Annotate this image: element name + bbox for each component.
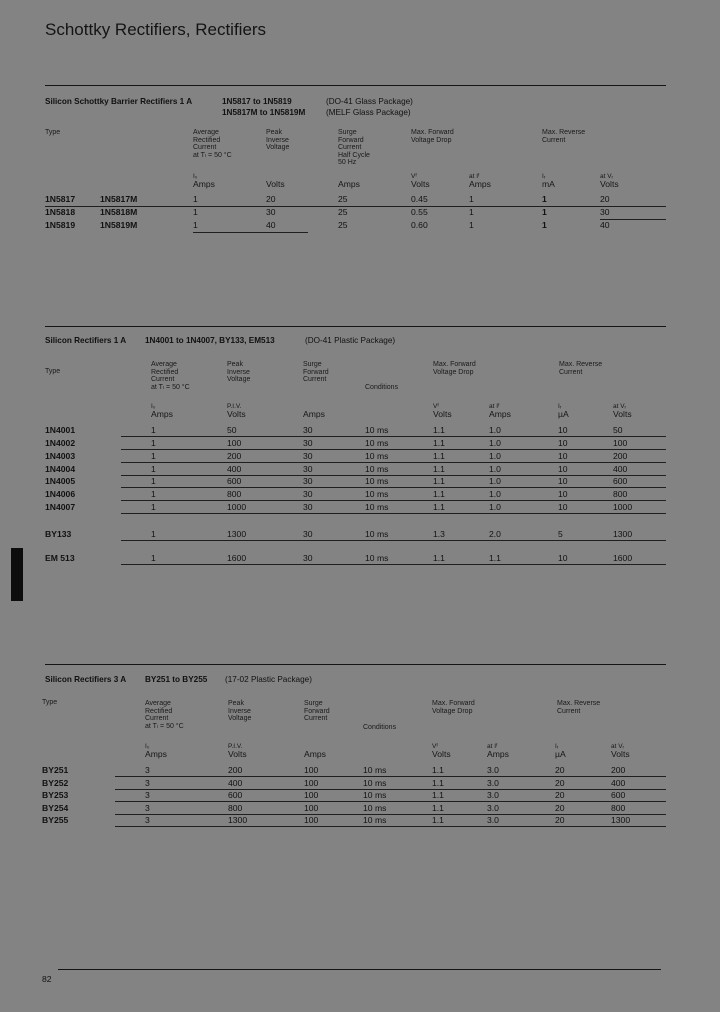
cell-vf: 1.1 bbox=[432, 803, 444, 813]
cell-type: 1N4007 bbox=[45, 502, 76, 512]
cell-if: 1 bbox=[469, 220, 474, 230]
cell-type: BY254 bbox=[42, 803, 69, 813]
cell-if: 1 bbox=[469, 194, 474, 204]
cell-type: 1N4002 bbox=[45, 438, 76, 448]
cell-ir: 20 bbox=[555, 803, 565, 813]
cell-vr: 1600 bbox=[613, 553, 633, 563]
cell-if: 3.0 bbox=[487, 803, 499, 813]
cell-surge: 30 bbox=[303, 425, 313, 435]
cell-if: 3.0 bbox=[487, 765, 499, 775]
section-1-rule bbox=[45, 85, 666, 86]
unit-vf: Vᶠ Volts bbox=[411, 173, 430, 189]
unit-vr: at Vᵣ Volts bbox=[613, 403, 632, 419]
unit-avg: I₀ Amps bbox=[193, 173, 215, 189]
cell-if: 1.0 bbox=[489, 425, 501, 435]
cell-surge: 25 bbox=[338, 220, 348, 230]
cell-surge: 30 bbox=[303, 553, 313, 563]
section-package: (DO-41 Plastic Package) bbox=[305, 336, 396, 345]
cell-surge: 30 bbox=[303, 529, 313, 539]
cell-if: 1.0 bbox=[489, 464, 501, 474]
unit-if: at Iᶠ Amps bbox=[469, 173, 491, 189]
unit-ir: Iᵣ µA bbox=[558, 403, 569, 419]
cell-if: 2.0 bbox=[489, 529, 501, 539]
cell-surge: 30 bbox=[303, 502, 313, 512]
header-peak-voltage: Peak Inverse Voltage bbox=[266, 129, 290, 152]
unit-ir: Iᵣ µA bbox=[555, 743, 566, 759]
cell-peak: 1300 bbox=[228, 815, 248, 825]
cell-cond: 10 ms bbox=[365, 451, 389, 461]
cell-vf: 1.1 bbox=[433, 476, 445, 486]
cell-surge: 30 bbox=[303, 464, 313, 474]
cell-if: 1.0 bbox=[489, 489, 501, 499]
cell-cond: 10 ms bbox=[365, 553, 389, 563]
section-package: (DO-41 Glass Package) bbox=[326, 97, 413, 106]
cell-surge: 30 bbox=[303, 489, 313, 499]
cell-type: BY255 bbox=[42, 815, 69, 825]
section-parts: BY251 to BY255 bbox=[145, 675, 208, 684]
cell-vr: 20 bbox=[600, 194, 610, 204]
cell-vf: 1.1 bbox=[433, 553, 445, 563]
unit-peak: Volts bbox=[266, 179, 285, 189]
cell-cond: 10 ms bbox=[365, 502, 389, 512]
cell-peak: 400 bbox=[227, 464, 242, 474]
cell-peak: 600 bbox=[227, 476, 242, 486]
cell-ir: 10 bbox=[558, 451, 568, 461]
cell-surge: 100 bbox=[304, 803, 319, 813]
unit-vf: Vᶠ Volts bbox=[432, 743, 451, 759]
cell-type: EM 513 bbox=[45, 553, 75, 563]
unit-surge: Amps bbox=[304, 749, 326, 759]
cell-cond: 10 ms bbox=[365, 464, 389, 474]
cell-vr: 200 bbox=[613, 451, 628, 461]
cell-vf: 0.45 bbox=[411, 194, 428, 204]
unit-vr: at Vᵣ Volts bbox=[611, 743, 630, 759]
cell-ir: 5 bbox=[558, 529, 563, 539]
cell-vf: 1.1 bbox=[433, 451, 445, 461]
cell-avg: 1 bbox=[193, 194, 198, 204]
header-conditions: Conditions bbox=[363, 724, 397, 731]
row-underline bbox=[115, 801, 666, 802]
unit-surge: Amps bbox=[303, 409, 325, 419]
header-reverse-current: Max. Reverse Current bbox=[557, 700, 601, 715]
header-average-current: Average Rectified Current at Tₗ = 50 °C bbox=[151, 361, 190, 391]
cell-ir: 20 bbox=[555, 790, 565, 800]
unit-avg: I₀ Amps bbox=[145, 743, 167, 759]
section-package-2: (MELF Glass Package) bbox=[326, 108, 411, 117]
cell-surge: 30 bbox=[303, 476, 313, 486]
cell-vr: 800 bbox=[611, 803, 626, 813]
cell-surge: 30 bbox=[303, 451, 313, 461]
cell-vf: 1.1 bbox=[432, 815, 444, 825]
row-underline bbox=[121, 513, 666, 514]
header-forward-voltage: Max. Forward Voltage Drop bbox=[432, 700, 475, 715]
cell-type: 1N4004 bbox=[45, 464, 76, 474]
cell-ir: 10 bbox=[558, 425, 568, 435]
cell-type: 1N5818 bbox=[45, 207, 76, 217]
cell-vr: 1000 bbox=[613, 502, 633, 512]
cell-ir: 1 bbox=[542, 207, 547, 217]
cell-if: 3.0 bbox=[487, 778, 499, 788]
cell-vf: 1.1 bbox=[433, 425, 445, 435]
cell-peak: 400 bbox=[228, 778, 243, 788]
cell-surge: 25 bbox=[338, 194, 348, 204]
cell-vr: 600 bbox=[613, 476, 628, 486]
cell-type: 1N4005 bbox=[45, 476, 76, 486]
cell-cond: 10 ms bbox=[365, 529, 389, 539]
row-underline bbox=[121, 449, 666, 450]
cell-cond: 10 ms bbox=[365, 489, 389, 499]
table-row bbox=[0, 194, 720, 206]
row-underline bbox=[121, 564, 666, 565]
cell-vr: 30 bbox=[600, 207, 610, 217]
header-average-current: Average Rectified Current at Tₗ = 50 °C bbox=[193, 129, 232, 159]
section-2-rule bbox=[45, 326, 666, 327]
cell-peak: 20 bbox=[266, 194, 276, 204]
cell-vr: 1300 bbox=[611, 815, 631, 825]
cell-if: 1 bbox=[469, 207, 474, 217]
row-underline bbox=[121, 500, 666, 501]
unit-avg: I₀ Amps bbox=[151, 403, 173, 419]
cell-ir: 20 bbox=[555, 765, 565, 775]
cell-vr: 1300 bbox=[613, 529, 633, 539]
cell-vr: 200 bbox=[611, 765, 626, 775]
cell-peak: 40 bbox=[266, 220, 276, 230]
cell-ir: 20 bbox=[555, 815, 565, 825]
cell-cond: 10 ms bbox=[363, 790, 387, 800]
cell-cond: 10 ms bbox=[365, 425, 389, 435]
cell-cond: 10 ms bbox=[363, 815, 387, 825]
cell-avg: 1 bbox=[151, 489, 156, 499]
cell-type: BY133 bbox=[45, 529, 72, 539]
unit-if: at Iᶠ Amps bbox=[489, 403, 511, 419]
cell-vf: 0.55 bbox=[411, 207, 428, 217]
cell-if: 1.0 bbox=[489, 476, 501, 486]
header-reverse-current: Max. Reverse Current bbox=[542, 129, 586, 144]
cell-peak: 1600 bbox=[227, 553, 247, 563]
cell-ir: 10 bbox=[558, 502, 568, 512]
cell-vr: 800 bbox=[613, 489, 628, 499]
header-surge-current: Surge Forward Current bbox=[304, 700, 330, 723]
cell-vr: 50 bbox=[613, 425, 623, 435]
cell-if: 3.0 bbox=[487, 815, 499, 825]
cell-cond: 10 ms bbox=[363, 778, 387, 788]
row-underline bbox=[193, 232, 308, 233]
cell-avg: 3 bbox=[145, 778, 150, 788]
row-underline bbox=[121, 487, 666, 488]
cell-vf: 1.3 bbox=[433, 529, 445, 539]
cell-vf: 1.1 bbox=[433, 489, 445, 499]
cell-peak: 100 bbox=[227, 438, 242, 448]
cell-if: 1.0 bbox=[489, 438, 501, 448]
cell-ir: 10 bbox=[558, 464, 568, 474]
section-title: Silicon Rectifiers 1 A bbox=[45, 336, 127, 345]
cell-ir: 1 bbox=[542, 194, 547, 204]
cell-peak: 1300 bbox=[227, 529, 247, 539]
cell-avg: 1 bbox=[151, 476, 156, 486]
cell-vf: 1.1 bbox=[433, 438, 445, 448]
cell-if: 1.0 bbox=[489, 502, 501, 512]
header-surge-current: Surge Forward Current Half Cycle 50 Hz bbox=[338, 129, 370, 167]
header-type: Type bbox=[42, 699, 58, 706]
cell-avg: 3 bbox=[145, 790, 150, 800]
cell-surge: 100 bbox=[304, 790, 319, 800]
cell-ir: 10 bbox=[558, 489, 568, 499]
cell-cond: 10 ms bbox=[363, 765, 387, 775]
cell-peak: 600 bbox=[228, 790, 243, 800]
section-3-rule bbox=[45, 664, 666, 665]
cell-avg: 1 bbox=[151, 451, 156, 461]
unit-peak: P.I.V. Volts bbox=[228, 743, 247, 759]
cell-vf: 1.1 bbox=[432, 790, 444, 800]
unit-if: at Iᶠ Amps bbox=[487, 743, 509, 759]
section-package: (17-02 Plastic Package) bbox=[225, 675, 312, 684]
cell-type-melf: 1N5817M bbox=[100, 194, 138, 204]
row-underline bbox=[115, 826, 666, 827]
header-peak-voltage: Peak Inverse Voltage bbox=[228, 700, 252, 723]
table-row bbox=[0, 220, 720, 232]
cell-if: 1.1 bbox=[489, 553, 501, 563]
unit-vf: Vᶠ Volts bbox=[433, 403, 452, 419]
page-title: Schottky Rectifiers, Rectifiers bbox=[45, 20, 267, 39]
cell-avg: 1 bbox=[151, 425, 156, 435]
cell-ir: 10 bbox=[558, 438, 568, 448]
cell-ir: 20 bbox=[555, 778, 565, 788]
cell-surge: 30 bbox=[303, 438, 313, 448]
unit-ir: Iᵣ mA bbox=[542, 173, 555, 189]
cell-vf: 1.1 bbox=[433, 464, 445, 474]
cell-type: BY251 bbox=[42, 765, 69, 775]
cell-vf: 1.1 bbox=[432, 778, 444, 788]
header-type: Type bbox=[45, 368, 61, 375]
section-title: Silicon Rectifiers 3 A bbox=[45, 675, 127, 684]
cell-ir: 10 bbox=[558, 553, 568, 563]
cell-peak: 50 bbox=[227, 425, 237, 435]
section-parts: 1N4001 to 1N4007, BY133, EM513 bbox=[145, 336, 275, 345]
row-underline bbox=[115, 776, 666, 777]
cell-type-melf: 1N5819M bbox=[100, 220, 138, 230]
cell-avg: 1 bbox=[193, 220, 198, 230]
unit-peak: P.I.V. Volts bbox=[227, 403, 246, 419]
unit-surge: Amps bbox=[338, 179, 360, 189]
cell-avg: 3 bbox=[145, 803, 150, 813]
cell-type: 1N4003 bbox=[45, 451, 76, 461]
header-forward-voltage: Max. Forward Voltage Drop bbox=[433, 361, 476, 376]
cell-cond: 10 ms bbox=[365, 438, 389, 448]
cell-type: 1N5817 bbox=[45, 194, 76, 204]
cell-peak: 800 bbox=[228, 803, 243, 813]
unit-vr: at Vᵣ Volts bbox=[600, 173, 619, 189]
cell-vr: 400 bbox=[611, 778, 626, 788]
cell-surge: 100 bbox=[304, 778, 319, 788]
cell-type: BY253 bbox=[42, 790, 69, 800]
footer-rule bbox=[58, 969, 661, 970]
cell-vf: 1.1 bbox=[432, 765, 444, 775]
cell-avg: 1 bbox=[151, 529, 156, 539]
cell-surge: 25 bbox=[338, 207, 348, 217]
cell-surge: 100 bbox=[304, 815, 319, 825]
cell-type-melf: 1N5818M bbox=[100, 207, 138, 217]
cell-avg: 1 bbox=[151, 553, 156, 563]
section-parts: 1N5817 to 1N5819 bbox=[222, 97, 292, 106]
cell-avg: 1 bbox=[151, 502, 156, 512]
cell-vf: 0.60 bbox=[411, 220, 428, 230]
cell-cond: 10 ms bbox=[365, 476, 389, 486]
row-underline bbox=[121, 540, 666, 541]
cell-ir: 10 bbox=[558, 476, 568, 486]
section-title: Silicon Schottky Barrier Rectifiers 1 A bbox=[45, 97, 193, 106]
cell-peak: 200 bbox=[227, 451, 242, 461]
cell-vr: 600 bbox=[611, 790, 626, 800]
cell-if: 1.0 bbox=[489, 451, 501, 461]
cell-ir: 1 bbox=[542, 220, 547, 230]
cell-peak: 30 bbox=[266, 207, 276, 217]
cell-vr: 40 bbox=[600, 220, 610, 230]
header-forward-voltage: Max. Forward Voltage Drop bbox=[411, 129, 454, 144]
header-surge-current: Surge Forward Current bbox=[303, 361, 329, 384]
cell-peak: 800 bbox=[227, 489, 242, 499]
cell-if: 3.0 bbox=[487, 790, 499, 800]
cell-type: 1N4006 bbox=[45, 489, 76, 499]
cell-avg: 3 bbox=[145, 765, 150, 775]
cell-peak: 200 bbox=[228, 765, 243, 775]
cell-type: BY252 bbox=[42, 778, 69, 788]
row-underline bbox=[121, 462, 666, 463]
header-reverse-current: Max. Reverse Current bbox=[559, 361, 603, 376]
header-peak-voltage: Peak Inverse Voltage bbox=[227, 361, 251, 384]
cell-vf: 1.1 bbox=[433, 502, 445, 512]
cell-avg: 1 bbox=[151, 464, 156, 474]
header-average-current: Average Rectified Current at Tₗ = 50 °C bbox=[145, 700, 184, 730]
row-underline bbox=[121, 436, 666, 437]
cell-type: 1N5819 bbox=[45, 220, 76, 230]
cell-vr: 100 bbox=[613, 438, 628, 448]
table-row bbox=[0, 207, 720, 219]
page-number: 82 bbox=[42, 974, 52, 984]
cell-avg: 1 bbox=[193, 207, 198, 217]
cell-type: 1N4001 bbox=[45, 425, 76, 435]
section-parts-2: 1N5817M to 1N5819M bbox=[222, 108, 306, 117]
cell-peak: 1000 bbox=[227, 502, 247, 512]
cell-vr: 400 bbox=[613, 464, 628, 474]
header-type: Type bbox=[45, 129, 61, 136]
cell-surge: 100 bbox=[304, 765, 319, 775]
header-conditions: Conditions bbox=[365, 384, 399, 391]
cell-cond: 10 ms bbox=[363, 803, 387, 813]
cell-avg: 1 bbox=[151, 438, 156, 448]
cell-avg: 3 bbox=[145, 815, 150, 825]
